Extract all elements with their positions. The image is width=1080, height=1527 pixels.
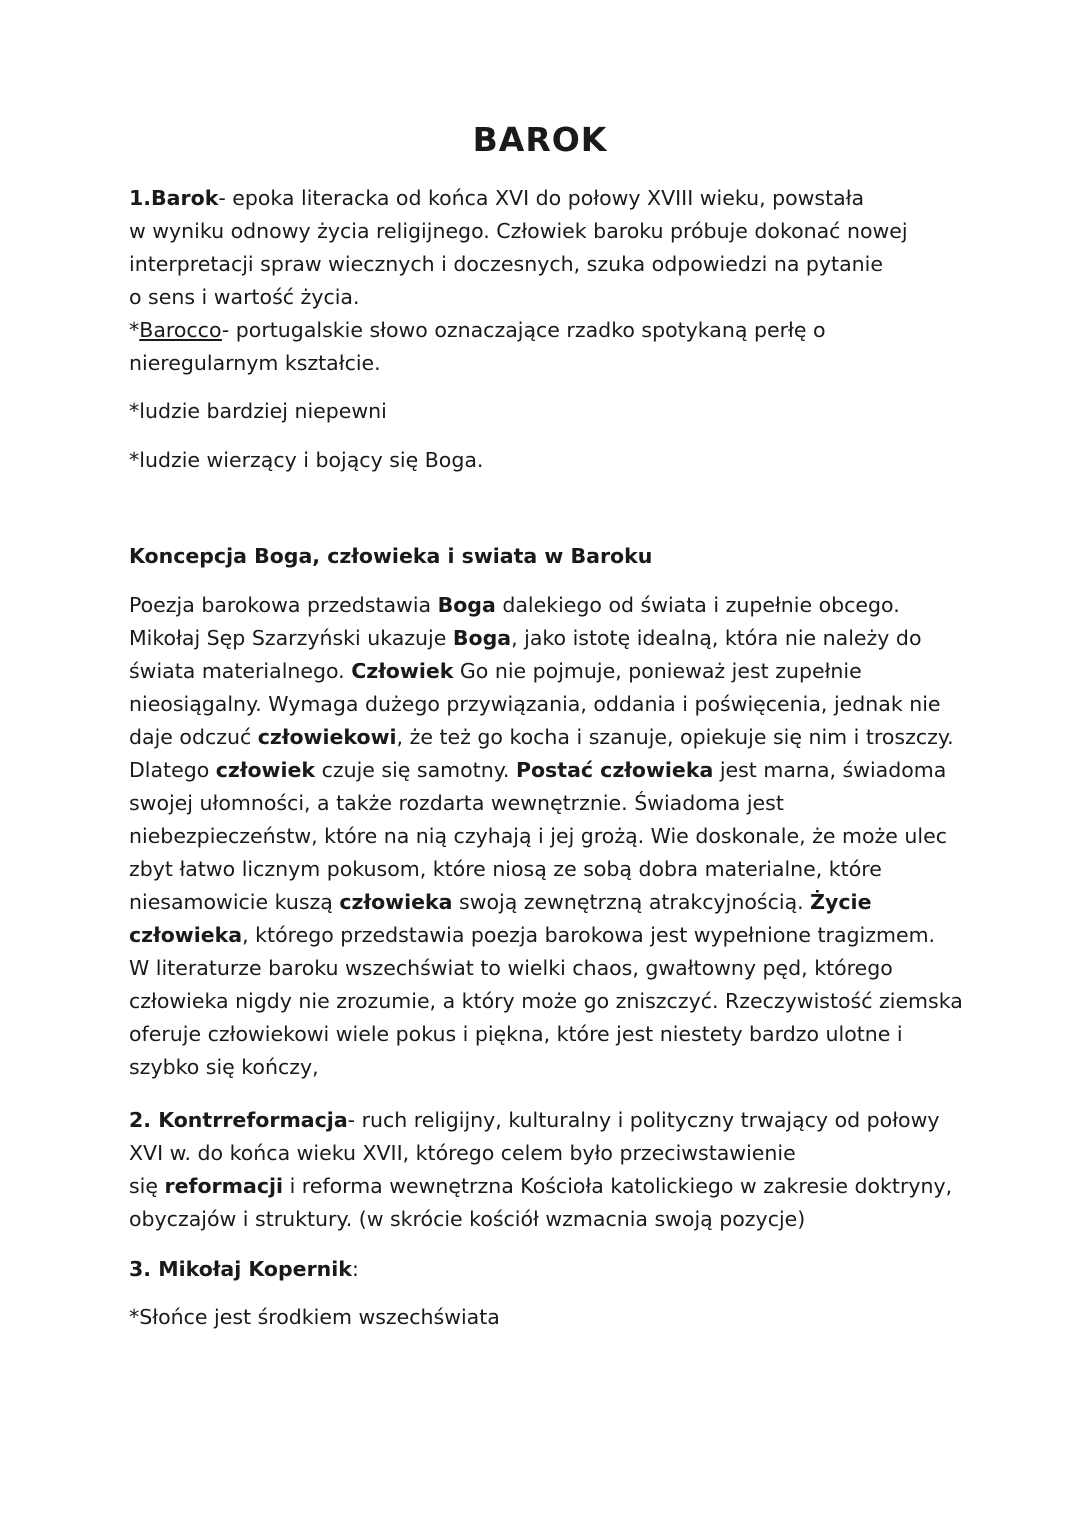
barocco-definition-line-1: *Barocco- portugalskie słowo oznaczające rzadko spotykaną perłę o xyxy=(129,318,826,342)
barocco-term: Barocco xyxy=(139,318,222,342)
barok-definition-line-3: interpretacji spraw wiecznych i doczesnych, szuka odpowiedzi na pytanie xyxy=(129,252,883,276)
koncepcja-line-2: Mikołaj Sęp Szarzyński ukazuje Boga, jako istotę idealną, która nie należy do xyxy=(129,626,922,650)
kopernik-heading: 3. Mikołaj Kopernik: xyxy=(129,1257,359,1281)
koncepcja-line-5: daje odczuć człowiekowi, że też go kocha i szanuje, opiekuje się nim i troszczy. xyxy=(129,725,954,749)
koncepcja-line-15: szybko się kończy, xyxy=(129,1055,319,1079)
kontrreformacja-line-3: się reformacji i reforma wewnętrzna Kościoła katolickiego w zakresie doktryny, xyxy=(129,1174,953,1198)
barok-term: 1.Barok xyxy=(129,186,219,210)
koncepcja-heading: Koncepcja Boga, człowieka i swiata w Baroku xyxy=(129,544,653,568)
koncepcja-line-9: zbyt łatwo licznym pokusom, które niosą ze sobą dobra materialne, które xyxy=(129,857,882,881)
koncepcja-line-11: człowieka, którego przedstawia poezja barokowa jest wypełnione tragizmem. xyxy=(129,923,936,947)
page-title: BAROK xyxy=(472,120,608,159)
kontrreformacja-term: Kontrreformacja xyxy=(158,1108,348,1132)
koncepcja-line-6: Dlatego człowiek czuje się samotny. Postać człowieka jest marna, świadoma xyxy=(129,758,947,782)
koncepcja-line-3: świata materialnego. Człowiek Go nie pojmuje, ponieważ jest zupełnie xyxy=(129,659,862,683)
koncepcja-line-13: człowieka nigdy nie zrozumie, a który może go zniszczyć. Rzeczywistość ziemska xyxy=(129,989,963,1013)
barok-definition-line-1: 1.Barok- epoka literacka od końca XVI do połowy XVIII wieku, powstała xyxy=(129,186,865,210)
koncepcja-line-14: oferuje człowiekowi wiele pokus i piękna, które jest niestety bardzo ulotne i xyxy=(129,1022,903,1046)
kontrreformacja-line-1: 2. Kontrreformacja- ruch religijny, kulturalny i polityczny trwający od połowy xyxy=(129,1108,940,1132)
koncepcja-line-1: Poezja barokowa przedstawia Boga dalekiego od świata i zupełnie obcego. xyxy=(129,593,900,617)
bullet-ludzie-niepewni: *ludzie bardziej niepewni xyxy=(129,399,387,423)
koncepcja-line-8: niebezpieczeństw, które na nią czyhają i jej grożą. Wie doskonale, że może ulec xyxy=(129,824,947,848)
kontrreformacja-line-2: XVI w. do końca wieku XVII, którego celem było przeciwstawienie xyxy=(129,1141,796,1165)
koncepcja-line-4: nieosiągalny. Wymaga dużego przywiązania, oddania i poświęcenia, jednak nie xyxy=(129,692,941,716)
koncepcja-line-10: niesamowicie kuszą człowieka swoją zewnętrzną atrakcyjnością. Życie xyxy=(129,890,872,914)
koncepcja-line-7: swojej ułomności, a także rozdarta wewnętrznie. Świadoma jest xyxy=(129,791,784,815)
koncepcja-line-12: W literaturze baroku wszechświat to wielki chaos, gwałtowny pęd, którego xyxy=(129,956,893,980)
bullet-ludzie-wierzacy: *ludzie wierzący i bojący się Boga. xyxy=(129,448,484,472)
barok-definition-line-4: o sens i wartość życia. xyxy=(129,285,360,309)
kontrreformacja-line-4: obyczajów i struktury. (w skrócie kościół wzmacnia swoją pozycje) xyxy=(129,1207,806,1231)
barok-definition-line-2: w wyniku odnowy życia religijnego. Człowiek baroku próbuje dokonać nowej xyxy=(129,219,908,243)
barocco-definition-line-2: nieregularnym kształcie. xyxy=(129,351,381,375)
bullet-slonce: *Słońce jest środkiem wszechświata xyxy=(129,1305,500,1329)
